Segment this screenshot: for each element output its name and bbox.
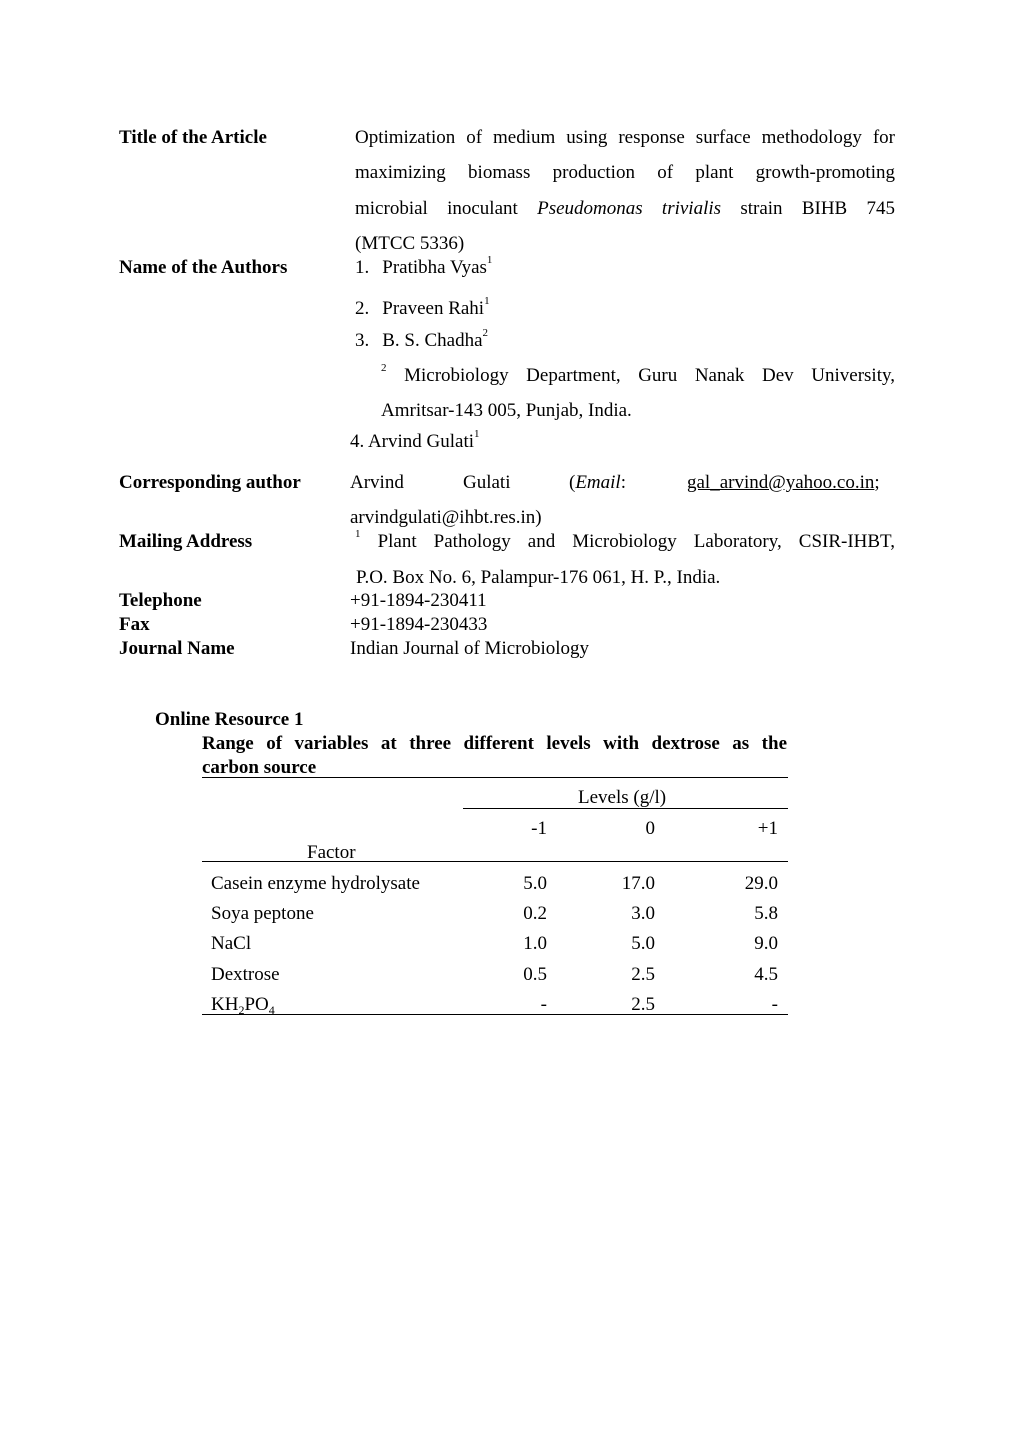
table-cell: 3.0 [631, 903, 655, 924]
table-caption-line-2: carbon source [202, 757, 317, 778]
journal-value: Indian Journal of Microbiology [350, 638, 590, 659]
author-3: 3. B. S. Chadha$^2$ [355, 327, 489, 351]
table-cell: 5.0 [523, 873, 547, 894]
resource-heading: Online Resource 1 [155, 709, 304, 730]
email-label: (Email: [569, 472, 626, 493]
table-bottom-rule [202, 1014, 788, 1015]
table-cell: 1.0 [523, 933, 547, 954]
email-secondary: arvindgulati@ihbt.res.in) [350, 507, 542, 528]
fax-label: Fax [119, 614, 150, 635]
table-cell: 2.5 [631, 964, 655, 985]
corresponding-label: Corresponding author [119, 472, 301, 493]
title-line-2: maximizing biomass production of plant growth-promoting [355, 162, 895, 183]
mailing-line-1: $^1$ Plant Pathology and Microbiology Laboratory, CSIR-IHBT, [355, 528, 896, 552]
title-line-1: Optimization of medium using response surface methodology for [355, 127, 895, 148]
table-cell: 29.0 [744, 873, 778, 894]
corresponding-name-last: Gulati [463, 472, 511, 493]
title-line-3: microbial inoculant Pseudomonas trivialis strain BIHB 745 [355, 198, 896, 219]
email-primary[interactable]: gal_arvind@yahoo.co.in; [687, 472, 880, 493]
author-2: 2. Praveen Rahi$^1$ [355, 295, 490, 319]
table-cell: - [540, 994, 547, 1015]
authors-label: Name of the Authors [119, 257, 288, 278]
level-col-plus1: +1 [757, 818, 778, 839]
author-4: 4. Arvind Gulati$^1$ [350, 428, 480, 452]
table-row-factor: Casein enzyme hydrolysate [211, 873, 420, 894]
levels-header: Levels (g/l) [578, 787, 667, 808]
table-cell: 17.0 [621, 873, 655, 894]
telephone-label: Telephone [119, 590, 202, 611]
table-caption-line-1: Range of variables at three different levels with dextrose as the [202, 733, 787, 754]
fax-value: +91-1894-230433 [350, 614, 488, 635]
table-cell: 0.5 [523, 964, 547, 985]
affiliation-2-line-2: Amritsar-143 005, Punjab, India. [381, 400, 632, 421]
species-name: Pseudomonas trivialis [537, 198, 722, 219]
author-1: 1. Pratibha Vyas$^1$ [355, 254, 493, 278]
factor-header: Factor [307, 842, 356, 863]
table-cell: 5.0 [631, 933, 655, 954]
mailing-line-2: P.O. Box No. 6, Palampur-176 061, H. P., India. [356, 567, 721, 588]
table-cell: - [771, 994, 778, 1015]
level-col-minus1: -1 [531, 818, 547, 839]
table-row-factor-kh2po4: $KH_2PO_4$ [211, 994, 275, 1017]
table-row-factor: Soya peptone [211, 903, 314, 924]
title-line-4: (MTCC 5336) [355, 233, 465, 254]
table-row-factor: Dextrose [211, 964, 280, 985]
affiliation-2-line-1: $^2$ Microbiology Department, Guru Nanak Dev University, [381, 362, 895, 386]
table-cell: 4.5 [754, 964, 778, 985]
level-col-0: 0 [645, 818, 655, 839]
journal-label: Journal Name [119, 638, 235, 659]
mailing-label: Mailing Address [119, 531, 253, 552]
table-cell: 0.2 [523, 903, 547, 924]
table-cell: 9.0 [754, 933, 778, 954]
telephone-value: +91-1894-230411 [350, 590, 487, 611]
table-cell: 5.8 [754, 903, 778, 924]
title-label: Title of the Article [119, 127, 267, 148]
corresponding-name-first: Arvind [350, 472, 404, 493]
table-cell: 2.5 [631, 994, 655, 1015]
header-bottom-rule [202, 861, 788, 862]
levels-rule [463, 808, 788, 809]
table-row-factor: NaCl [211, 933, 252, 954]
table-top-rule [202, 777, 788, 778]
